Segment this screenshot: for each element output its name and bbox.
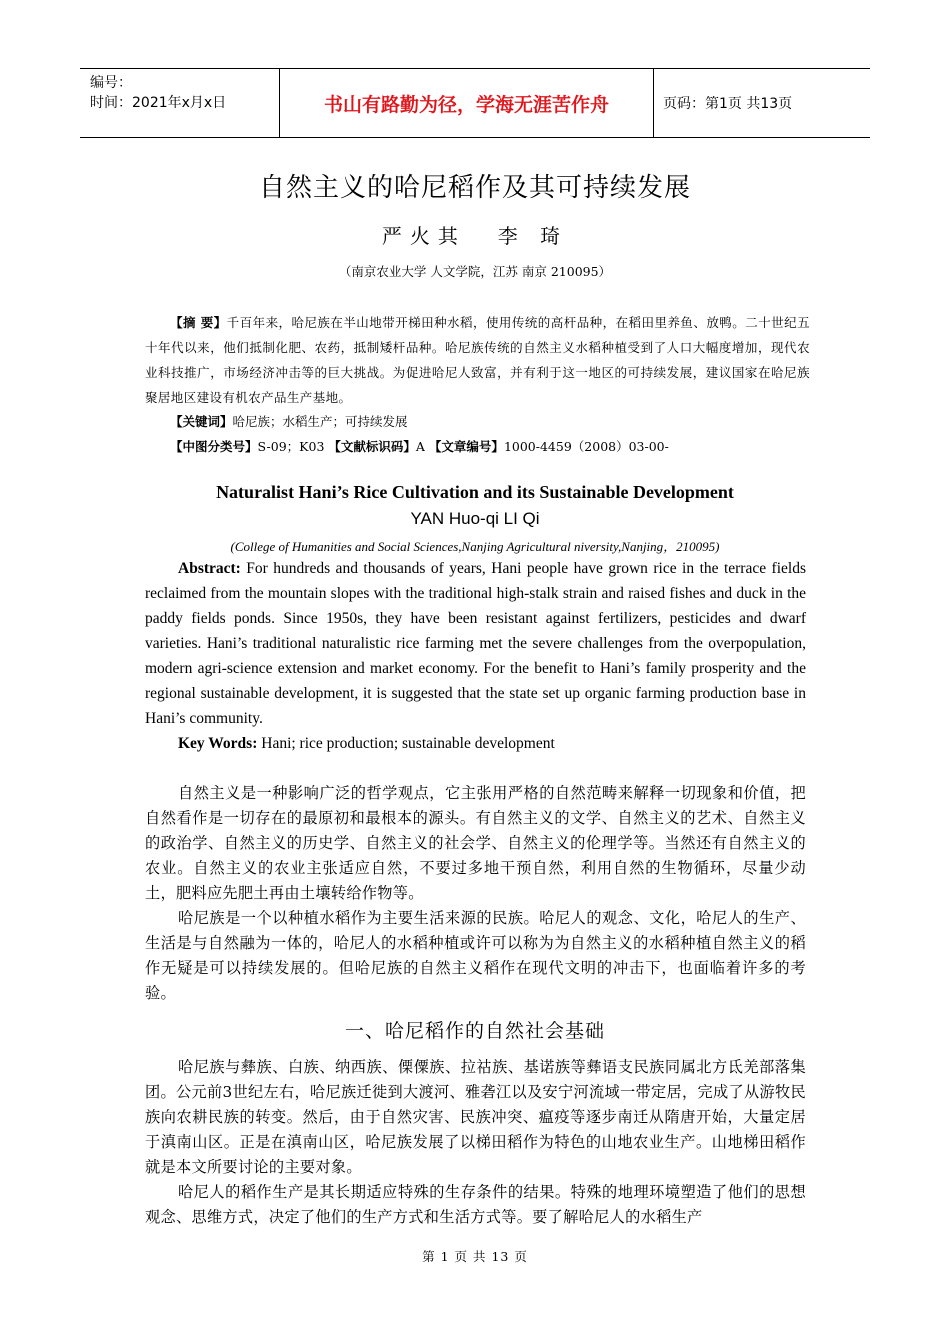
section-heading: 一、哈尼稻作的自然社会基础: [344, 1020, 605, 1042]
page-title: 自然主义的哈尼稻作及其可持续发展: [258, 173, 691, 203]
affiliation: （南京农业大学 人文学院，江苏 南京 210095）: [338, 264, 612, 279]
english-keywords: [178, 731, 555, 756]
english-abstract: [145, 556, 806, 731]
abstract-text: 千百年来，哈尼族在半山地带开梯田种水稻，使用传统的高杆品种，在稻田里养鱼、放鸭。二十世纪五十年代以来，他们抵制化肥、农药，抵制矮杆品种。哈尼族传统的自然主义水稻种植受到了人口大幅度增加，现代农业科技推广，市场经济冲击等的巨大挑战。为促进哈尼人致富，并有利于这一地区的可持续发展，建议国家在哈尼族聚居地区建设有机农产品生产基地。: [145, 315, 810, 405]
english-title: Naturalist Hani’s Rice Cultivation and its Sustainable Development: [216, 482, 734, 502]
clc-value: S-09；K03: [257, 439, 329, 454]
english-affiliation: (College of Humanities and Social Sciences,Nanjing Agricultural niversity,Nanjing，210095): [230, 539, 720, 554]
clc-label: 【中图分类号】: [170, 439, 258, 454]
english-keywords-label: Key Words:: [178, 735, 258, 752]
body-paragraph: 自然主义是一种影响广泛的哲学观点，它主张用严格的自然范畴来解释一切现象和价值，把自然看作是一切存在的最原初和最根本的源头。有自然主义的文学、自然主义的艺术、自然主义的政治学、自然主义的历史学、自然主义的社会学、自然主义的伦理学等。当然还有自然主义的农业。自然主义的农业主张适应自然，不要过多地干预自然，利用自然的生物循环，尽量少动土，肥料应先肥土再由土壤转给作物等。: [145, 784, 806, 902]
page-footer: 第 1 页 共 13 页: [422, 1249, 528, 1264]
body-paragraph: 哈尼族是一个以种植水稻作为主要生活来源的民族。哈尼人的观念、文化，哈尼人的生产、生活是与自然融为一体的，哈尼人的水稻种植或许可以称为为自然主义的水稻种植自然主义的稻作无疑是可以持续发展的。但哈尼族的自然主义稻作在现代文明的冲击下，也面临着许多的考验。: [145, 909, 806, 1002]
english-keywords-text: Hani; rice production; sustainable development: [257, 735, 555, 752]
doc-code-label: 【文献标识码】: [328, 439, 416, 454]
classification-line: [170, 434, 669, 459]
english-abstract-text: For hundreds and thousands of years, Hani people have grown rice in the terrace fields reclaimed from the mountain slopes with the traditional high-stalk strain and raised fishes and duck in the paddy fields ponds. Since 1950s, they have been resistant against fertilizers, pesticides and dwarf varieties. Hani’s traditional naturalistic rice farming met the severe challenges from the overpopulation, modern agri-science extension and market economy. For the benefit to Hani’s family prosperity and the regional sustainable development, it is suggested that the state set up organic farming production base in Hani’s community.: [145, 560, 806, 727]
header-table: [80, 68, 870, 138]
article-number-label: 【文章编号】: [428, 439, 504, 454]
keywords-cn: [170, 409, 408, 434]
author-name: 严火其: [381, 224, 466, 248]
author-name: 李 琦: [497, 224, 569, 248]
header-motto: 书山有路勤为径，学海无涯苦作舟: [280, 69, 654, 137]
article-number-value: 1000-4459（2008）03-00-: [503, 439, 669, 454]
english-authors: YAN Huo-qi LI Qi: [410, 509, 540, 528]
keywords-label: 【关键词】: [170, 414, 233, 429]
author-list: [0, 220, 950, 249]
body-paragraph: 哈尼族与彝族、白族、纳西族、傈僳族、拉祜族、基诺族等彝语支民族同属北方氐羌部落集团。公元前3世纪左右，哈尼族迁徙到大渡河、雅砻江以及安宁河流域一带定居，完成了从游牧民族向农耕民族的转变。然后，由于自然灾害、民族冲突、瘟疫等逐步南迁从隋唐开始，大量定居于滇南山区。正是在滇南山区，哈尼族发展了以梯田稻作为特色的山地农业生产。山地梯田稻作就是本文所要讨论的主要对象。: [145, 1058, 806, 1176]
english-abstract-label: Abstract:: [178, 560, 241, 577]
date-label: 时间：2021年x月x日: [90, 95, 227, 111]
header-left-cell: [80, 69, 280, 137]
abstract-label: 【摘 要】: [170, 315, 227, 330]
keywords-text: 哈尼族；水稻生产；可持续发展: [232, 414, 408, 429]
body-paragraph: 哈尼人的稻作生产是其长期适应特殊的生存条件的结果。特殊的地理环境塑造了他们的思想观念、思维方式，决定了他们的生产方式和生活方式等。要了解哈尼人的水稻生产: [145, 1183, 806, 1226]
header-page-info: 页码：第1页 共13页: [663, 96, 793, 112]
doc-code-value: A: [415, 439, 429, 454]
serial-label: 编号：: [90, 75, 132, 91]
abstract-cn: [145, 310, 810, 410]
